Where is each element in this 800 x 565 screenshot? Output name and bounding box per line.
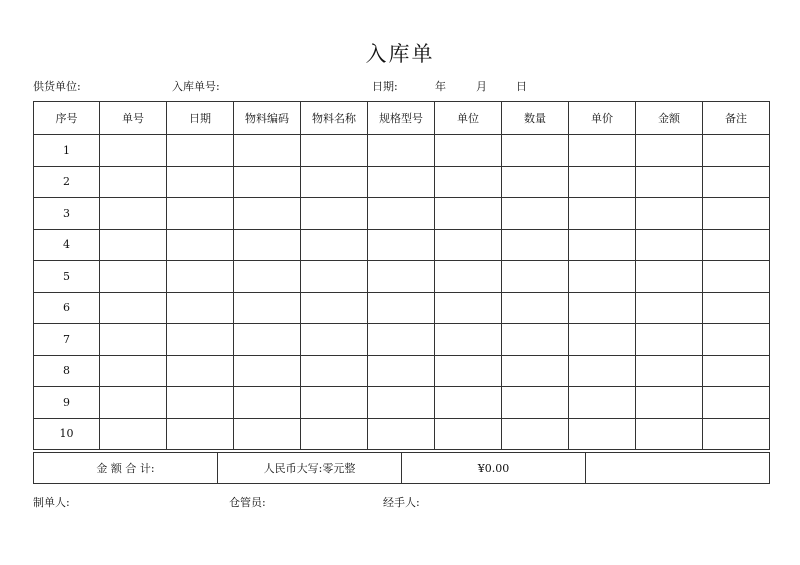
table-cell — [100, 355, 167, 387]
table-row — [34, 355, 770, 387]
table-cell — [368, 355, 435, 387]
table-cell — [301, 355, 368, 387]
table-cell — [234, 292, 301, 324]
table-cell — [703, 261, 770, 293]
row-index-cell: 3 — [34, 198, 100, 230]
table-row — [34, 229, 770, 261]
table-cell — [234, 355, 301, 387]
table-cell — [569, 324, 636, 356]
table-cell — [100, 387, 167, 419]
table-cell — [301, 261, 368, 293]
table-cell — [435, 324, 502, 356]
table-cell — [368, 324, 435, 356]
table-cell — [569, 135, 636, 167]
table-cell — [234, 198, 301, 230]
table-row — [34, 324, 770, 356]
table-cell — [569, 355, 636, 387]
table-cell — [569, 166, 636, 198]
table-cell — [301, 166, 368, 198]
table-cell — [301, 418, 368, 450]
table-cell — [435, 387, 502, 419]
table-cell — [167, 135, 234, 167]
table-cell — [435, 261, 502, 293]
table-cell — [435, 135, 502, 167]
table-cell — [301, 324, 368, 356]
table-cell — [100, 229, 167, 261]
table-cell — [368, 261, 435, 293]
table-cell — [569, 292, 636, 324]
col-header-order-no: 单号 — [100, 102, 167, 135]
table-cell — [234, 135, 301, 167]
table-cell — [435, 418, 502, 450]
table-cell — [234, 229, 301, 261]
table-cell — [100, 292, 167, 324]
table-cell — [100, 135, 167, 167]
table-cell — [435, 198, 502, 230]
table-cell — [703, 387, 770, 419]
total-amount-value: ¥0.00 — [402, 453, 586, 484]
table-cell — [100, 261, 167, 293]
table-cell — [636, 166, 703, 198]
table-cell — [703, 418, 770, 450]
table-cell — [234, 387, 301, 419]
row-index-cell: 4 — [34, 229, 100, 261]
table-cell — [301, 292, 368, 324]
receipt-table — [33, 101, 770, 450]
table-cell — [636, 387, 703, 419]
table-cell — [636, 355, 703, 387]
keeper-label: 仓管员: — [229, 496, 266, 509]
receipt-no-label: 入库单号: — [172, 80, 220, 93]
col-header-amount: 金额 — [636, 102, 703, 135]
table-cell — [569, 418, 636, 450]
table-cell — [569, 387, 636, 419]
col-header-material-name: 物料名称 — [301, 102, 368, 135]
table-cell — [100, 324, 167, 356]
table-cell — [100, 198, 167, 230]
table-cell — [167, 292, 234, 324]
table-row — [34, 166, 770, 198]
table-cell — [636, 229, 703, 261]
table-cell — [234, 166, 301, 198]
table-cell — [636, 418, 703, 450]
table-cell — [234, 261, 301, 293]
table-cell — [301, 387, 368, 419]
row-index-cell: 2 — [34, 166, 100, 198]
total-amount-label: 金 额 合 计: — [34, 453, 218, 484]
col-header-unit: 单位 — [435, 102, 502, 135]
table-cell — [167, 229, 234, 261]
table-cell — [636, 198, 703, 230]
table-cell — [167, 261, 234, 293]
table-cell — [368, 387, 435, 419]
col-header-material-code: 物料编码 — [234, 102, 301, 135]
table-cell — [100, 166, 167, 198]
col-header-quantity: 数量 — [502, 102, 569, 135]
table-cell — [167, 324, 234, 356]
totals-row — [33, 452, 770, 484]
maker-label: 制单人: — [33, 496, 70, 509]
table-cell — [502, 135, 569, 167]
table-cell — [167, 198, 234, 230]
row-index-cell: 6 — [34, 292, 100, 324]
table-cell — [435, 229, 502, 261]
table-cell — [368, 418, 435, 450]
table-cell — [368, 198, 435, 230]
table-cell — [167, 355, 234, 387]
table-cell — [502, 166, 569, 198]
table-cell — [502, 198, 569, 230]
table-cell — [435, 166, 502, 198]
table-cell — [703, 166, 770, 198]
table-cell — [703, 292, 770, 324]
table-cell — [502, 387, 569, 419]
row-index-cell: 8 — [34, 355, 100, 387]
table-cell — [502, 324, 569, 356]
month-label: 月 — [476, 80, 487, 93]
row-index-cell: 10 — [34, 418, 100, 450]
table-cell — [703, 324, 770, 356]
table-cell — [167, 387, 234, 419]
table-cell — [569, 198, 636, 230]
col-header-spec: 规格型号 — [368, 102, 435, 135]
supplier-label: 供货单位: — [33, 80, 81, 93]
day-label: 日 — [516, 80, 527, 93]
row-index-cell: 7 — [34, 324, 100, 356]
table-cell — [703, 135, 770, 167]
table-cell — [502, 418, 569, 450]
table-cell — [636, 261, 703, 293]
table-cell — [301, 135, 368, 167]
table-cell — [301, 229, 368, 261]
table-row — [34, 387, 770, 419]
totals-extra-cell — [586, 453, 770, 484]
table-cell — [636, 324, 703, 356]
table-cell — [435, 292, 502, 324]
table-cell — [502, 355, 569, 387]
table-cell — [703, 198, 770, 230]
col-header-index: 序号 — [34, 102, 100, 135]
col-header-date: 日期 — [167, 102, 234, 135]
table-cell — [234, 324, 301, 356]
table-row — [34, 261, 770, 293]
rmb-uppercase: 人民币大写:零元整 — [218, 453, 402, 484]
table-row — [34, 292, 770, 324]
table-cell — [703, 229, 770, 261]
table-row — [34, 418, 770, 450]
row-index-cell: 5 — [34, 261, 100, 293]
col-header-remark: 备注 — [703, 102, 770, 135]
table-cell — [435, 355, 502, 387]
table-cell — [636, 135, 703, 167]
year-label: 年 — [435, 80, 446, 93]
table-cell — [569, 261, 636, 293]
table-cell — [502, 229, 569, 261]
table-cell — [502, 261, 569, 293]
table-cell — [167, 418, 234, 450]
col-header-unit-price: 单价 — [569, 102, 636, 135]
table-cell — [167, 166, 234, 198]
table-cell — [368, 229, 435, 261]
table-cell — [368, 292, 435, 324]
table-cell — [703, 355, 770, 387]
table-cell — [368, 135, 435, 167]
document-title: 入库单 — [365, 42, 435, 66]
table-cell — [569, 229, 636, 261]
table-row — [34, 198, 770, 230]
table-cell — [100, 418, 167, 450]
date-label: 日期: — [372, 80, 398, 93]
row-index-cell: 9 — [34, 387, 100, 419]
table-header-row — [34, 102, 770, 135]
table-row — [34, 135, 770, 167]
table-cell — [502, 292, 569, 324]
table-cell — [234, 418, 301, 450]
table-cell — [636, 292, 703, 324]
table-cell — [301, 198, 368, 230]
handler-label: 经手人: — [383, 496, 420, 509]
table-cell — [368, 166, 435, 198]
row-index-cell: 1 — [34, 135, 100, 167]
